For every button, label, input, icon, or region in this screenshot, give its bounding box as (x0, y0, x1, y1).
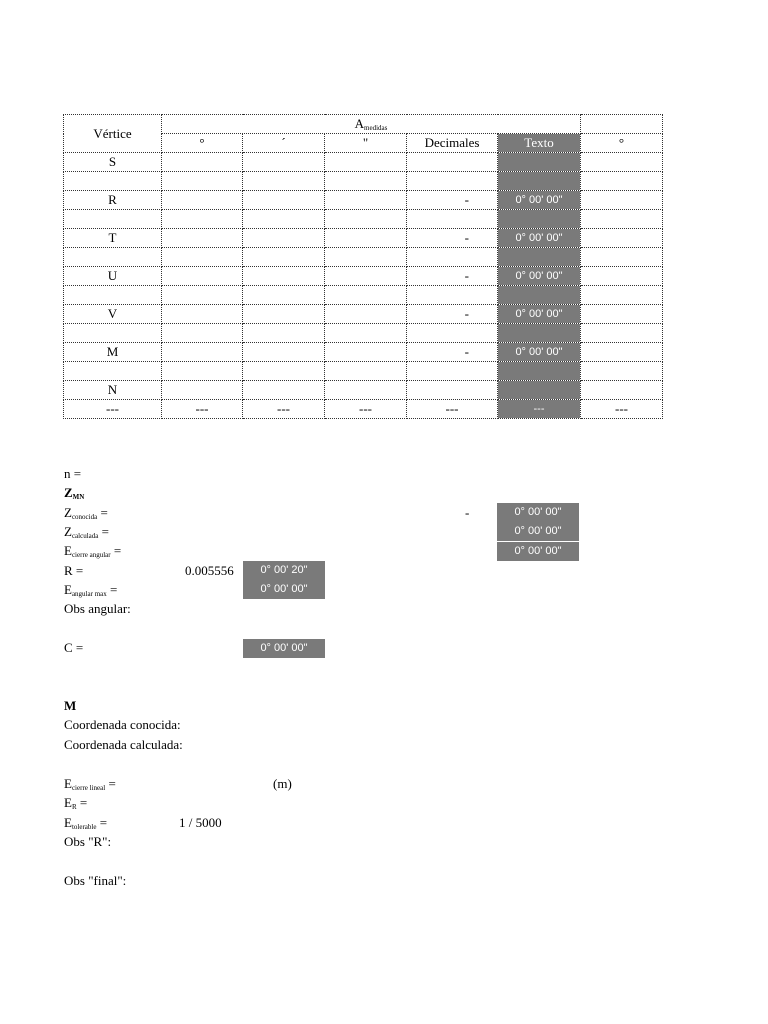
zconocida-main: Z (64, 505, 72, 520)
zcalculada-eq: = (98, 524, 109, 539)
deg2-cell (581, 305, 663, 324)
r-value: 0° 00' 20" (243, 561, 325, 580)
vertex-cell: M (64, 343, 162, 362)
obs-r: Obs "R": (64, 834, 112, 849)
min-cell (243, 153, 325, 172)
er-main: E (64, 795, 72, 810)
deg-cell (162, 153, 243, 172)
deg-cell (162, 248, 243, 267)
zcalculada-label (64, 524, 109, 540)
texto-cell: 0° 00' 00" (498, 343, 581, 362)
deg-cell (162, 267, 243, 286)
min-cell (243, 267, 325, 286)
etol-value: 1 / 5000 (179, 815, 222, 830)
texto-cell: 0° 00' 00" (498, 191, 581, 210)
sec-cell (325, 248, 407, 267)
decimal-cell: - (407, 267, 498, 286)
deg2-cell (581, 343, 663, 362)
decimal-cell (407, 381, 498, 400)
deg2-cell (581, 248, 663, 267)
sec-cell (325, 229, 407, 248)
texto-cell (498, 210, 581, 229)
table-row (64, 305, 663, 324)
emax-main: E (64, 582, 72, 597)
table-row (64, 248, 663, 267)
vertex-cell: V (64, 305, 162, 324)
etol-main: E (64, 815, 72, 830)
emax-sub: angular max (71, 590, 107, 598)
vertex-cell: R (64, 191, 162, 210)
min-cell (243, 381, 325, 400)
r-label: R = (64, 563, 84, 578)
sec-cell (325, 286, 407, 305)
vertex-cell (64, 286, 162, 305)
min-cell (243, 343, 325, 362)
table-row (64, 324, 663, 343)
total-cell: --- (581, 400, 663, 419)
sec-cell (325, 343, 407, 362)
texto-cell: 0° 00' 00" (498, 305, 581, 324)
deg-cell (162, 229, 243, 248)
texto-cell (498, 172, 581, 191)
deg-cell (162, 343, 243, 362)
vertex-cell (64, 210, 162, 229)
ecierre-eq: = (110, 543, 122, 558)
header-sec: " (325, 134, 407, 153)
deg2-cell (581, 286, 663, 305)
min-cell (243, 324, 325, 343)
vertex-cell (64, 362, 162, 381)
n-label: n = (64, 466, 82, 481)
deg-cell (162, 362, 243, 381)
vertex-cell: S (64, 153, 162, 172)
emax-label (64, 582, 117, 598)
header-decimales: Decimales (407, 134, 498, 153)
ecierre-value: 0° 00' 00" (497, 542, 579, 561)
deg2-cell (581, 229, 663, 248)
deg2-cell (581, 324, 663, 343)
zmn-main: Z (64, 485, 73, 500)
er-label (64, 795, 87, 811)
sec-cell (325, 172, 407, 191)
ecierre-main: E (64, 543, 72, 558)
sec-cell (325, 153, 407, 172)
emax-eq: = (106, 582, 118, 597)
c-label: C = (64, 640, 84, 655)
etol-label (64, 815, 107, 831)
deg2-cell (581, 267, 663, 286)
table-row (64, 172, 663, 191)
zcalculada-sub: calculada (71, 532, 99, 540)
zmn-sub: MN (72, 493, 85, 501)
ecierre-label (64, 543, 121, 559)
deg-cell (162, 305, 243, 324)
er-eq: = (76, 795, 88, 810)
header-texto: Texto (498, 134, 581, 153)
table-row (64, 286, 663, 305)
table-row (64, 229, 663, 248)
deg2-cell (581, 210, 663, 229)
header-amedidas-sub: medidas (364, 124, 388, 132)
ecierre-sub: cierre angular (71, 551, 111, 559)
etol-eq: = (96, 815, 108, 830)
sec-cell (325, 267, 407, 286)
elineal-sub: cierre lineal (71, 784, 106, 792)
decimal-cell (407, 248, 498, 267)
decimal-cell (407, 362, 498, 381)
elineal-eq: = (105, 776, 116, 791)
deg-cell (162, 381, 243, 400)
zcalculada-value: 0° 00' 00" (497, 522, 579, 541)
decimal-cell (407, 172, 498, 191)
min-cell (243, 210, 325, 229)
angles-table (63, 114, 663, 419)
decimal-cell (407, 210, 498, 229)
elineal-main: E (64, 776, 72, 791)
total-cell: --- (325, 400, 407, 419)
texto-cell: 0° 00' 00" (498, 267, 581, 286)
coord-conocida: Coordenada conocida: (64, 717, 181, 732)
header-deg2: ° (581, 134, 663, 153)
decimal-cell: - (407, 305, 498, 324)
header-amedidas-main: A (354, 116, 365, 131)
decimal-cell (407, 153, 498, 172)
sec-cell (325, 210, 407, 229)
texto-cell (498, 362, 581, 381)
elineal-unit: (m) (273, 776, 292, 791)
decimal-cell: - (407, 229, 498, 248)
sec-cell (325, 362, 407, 381)
vertex-cell (64, 324, 162, 343)
table-row (64, 153, 663, 172)
min-cell (243, 191, 325, 210)
zmn-heading (64, 485, 84, 501)
vertex-cell: T (64, 229, 162, 248)
zconocida-label (64, 505, 108, 521)
min-cell (243, 229, 325, 248)
vertex-cell (64, 172, 162, 191)
sec-cell (325, 305, 407, 324)
obs-final: Obs "final": (64, 873, 127, 888)
vertex-cell: N (64, 381, 162, 400)
coord-calculada: Coordenada calculada: (64, 737, 183, 752)
emax-value: 0° 00' 00" (243, 580, 325, 599)
zconocida-sub: conocida (71, 513, 98, 521)
c-value: 0° 00' 00" (243, 639, 325, 658)
etol-sub: tolerable (71, 823, 97, 831)
deg-cell (162, 210, 243, 229)
total-cell: --- (64, 400, 162, 419)
header-deg: ° (162, 134, 243, 153)
sec-cell (325, 381, 407, 400)
deg2-cell (581, 172, 663, 191)
min-cell (243, 362, 325, 381)
header-blank (581, 115, 663, 134)
table-row (64, 267, 663, 286)
deg2-cell (581, 191, 663, 210)
vertex-cell: U (64, 267, 162, 286)
vertex-cell (64, 248, 162, 267)
zconocida-dec: - (465, 505, 470, 520)
m-title: M (64, 698, 77, 713)
sec-cell (325, 191, 407, 210)
table-row (64, 362, 663, 381)
texto-cell (498, 324, 581, 343)
total-cell: --- (243, 400, 325, 419)
texto-cell (498, 381, 581, 400)
min-cell (243, 248, 325, 267)
header-vertice: Vértice (64, 115, 162, 153)
decimal-cell (407, 324, 498, 343)
total-cell: --- (162, 400, 243, 419)
min-cell (243, 286, 325, 305)
decimal-cell: - (407, 191, 498, 210)
sec-cell (325, 324, 407, 343)
zconocida-eq: = (97, 505, 108, 520)
deg-cell (162, 172, 243, 191)
min-cell (243, 172, 325, 191)
texto-cell (498, 286, 581, 305)
deg2-cell (581, 153, 663, 172)
decimal-cell: - (407, 343, 498, 362)
total-cell: --- (498, 400, 581, 419)
table-row (64, 191, 663, 210)
header-min: ´ (243, 134, 325, 153)
table-row (64, 343, 663, 362)
texto-cell (498, 248, 581, 267)
deg-cell (162, 191, 243, 210)
total-cell: --- (407, 400, 498, 419)
elineal-label (64, 776, 116, 792)
texto-cell: 0° 00' 00" (498, 229, 581, 248)
zconocida-value: 0° 00' 00" (497, 503, 579, 522)
obs-angular: Obs angular: (64, 601, 131, 616)
deg2-cell (581, 362, 663, 381)
zcalculada-main: Z (64, 524, 72, 539)
deg-cell (162, 286, 243, 305)
table-row (64, 210, 663, 229)
header-amedidas (162, 115, 581, 134)
table-row (64, 381, 663, 400)
deg-cell (162, 324, 243, 343)
deg2-cell (581, 381, 663, 400)
min-cell (243, 305, 325, 324)
er-sub: R (71, 803, 77, 811)
decimal-cell (407, 286, 498, 305)
texto-cell (498, 153, 581, 172)
r-decimal: 0.005556 (185, 563, 234, 578)
